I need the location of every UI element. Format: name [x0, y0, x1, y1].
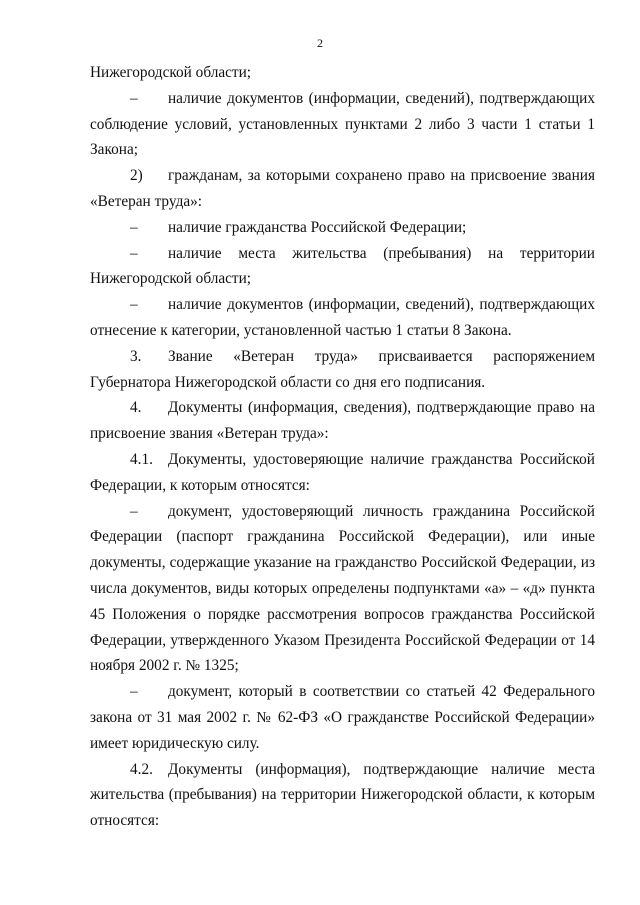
- paragraph-text: документ, удостоверяющий личность гражданина Российской Федерации (паспорт гражданина Российской Федерации), или иные документы, содержащие указание на гражданство Российской Федерации, из числа документов, виды которых определены подпунктами «а» – «д» пункта 45 Положения о порядке рассмотрения вопросов гражданства Российской Федерации, утвержденного Указом Президента Российской Федерации от 14 ноября 2002 г. № 1325;: [90, 502, 595, 675]
- item-number: 4.2.: [130, 760, 153, 778]
- paragraph-text: документ, который в соответствии со статьей 42 Федерального закона от 31 мая 2002 г. № 62-ФЗ «О гражданстве Российской Федерации» имеет юридическую силу.: [90, 683, 595, 752]
- list-item: [90, 292, 595, 344]
- numbered-item: [90, 344, 595, 396]
- document-body: [90, 60, 595, 834]
- paragraph-text: наличие документов (информации, сведений), подтверждающих соблюдение условий, установленных пунктами 2 либо 3 части 1 статьи 1 Закона;: [90, 89, 595, 159]
- list-dash: –: [130, 89, 138, 107]
- paragraph-text: гражданам, за которыми сохранено право на присвоение звания «Ветеран труда»:: [90, 167, 595, 210]
- list-item: [90, 86, 595, 163]
- paragraph-text: Документы (информация, сведения), подтверждающие право на присвоение звания «Ветеран труда»:: [90, 399, 595, 443]
- list-item: [90, 679, 595, 756]
- list-dash: –: [130, 296, 138, 314]
- paragraph-text: Документы, удостоверяющие наличие гражданства Российской Федерации, к которым относятся:: [90, 450, 595, 494]
- paragraph-text: Звание «Ветеран труда» присваивается распоряжением Губернатора Нижегородской области со дня его подписания.: [90, 347, 595, 391]
- item-number: 3.: [130, 347, 142, 365]
- numbered-item: [90, 447, 595, 499]
- list-dash: –: [130, 502, 138, 520]
- item-number: 2): [130, 167, 143, 185]
- paragraph-text: наличие места жительства (пребывания) на территории Нижегородской области;: [90, 244, 595, 288]
- paragraph-continuation: [90, 60, 595, 86]
- list-item: [90, 215, 595, 241]
- list-item: [90, 499, 595, 680]
- item-number: 4.: [130, 399, 142, 417]
- list-dash: –: [130, 683, 138, 701]
- paragraph-text: наличие гражданства Российской Федерации;: [168, 218, 467, 236]
- page-number: 2: [317, 36, 323, 50]
- numbered-item: [90, 395, 595, 447]
- numbered-item: [90, 163, 595, 215]
- numbered-item: [90, 757, 595, 834]
- list-item: [90, 241, 595, 293]
- paragraph-text: наличие документов (информации, сведений), подтверждающих отнесение к категории, установленной частью 1 статьи 8 Закона.: [90, 296, 595, 339]
- paragraph-text: Документы (информация), подтверждающие наличие места жительства (пребывания) на территории Нижегородской области, к которым относятся:: [90, 760, 595, 830]
- paragraph-text: Нижегородской области;: [90, 64, 252, 81]
- item-number: 4.1.: [130, 450, 153, 468]
- list-dash: –: [130, 218, 138, 236]
- list-dash: –: [130, 244, 138, 262]
